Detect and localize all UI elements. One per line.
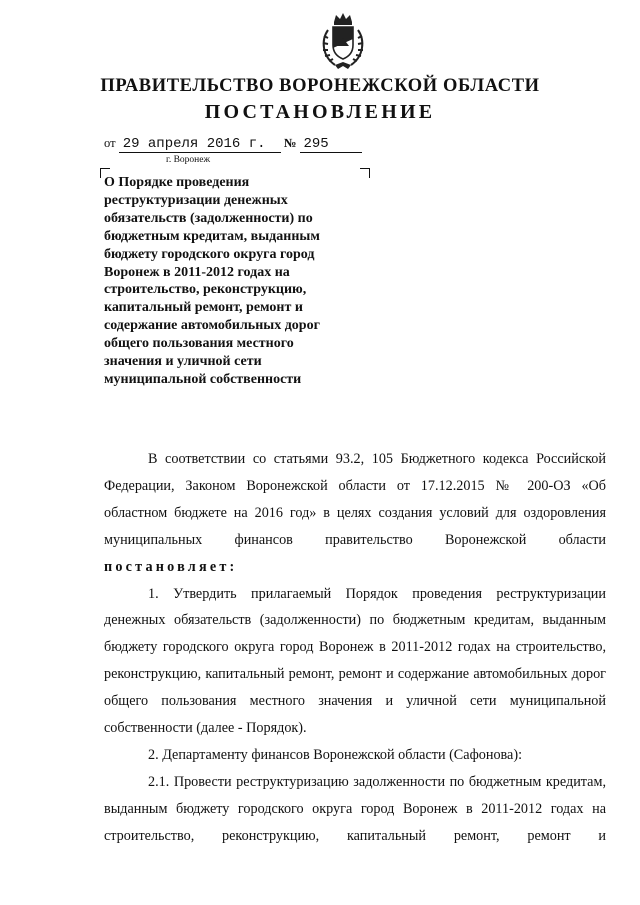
- document-body: [104, 446, 606, 850]
- item-2-1-paragraph: 2.1. Провести реструктуризацию задолженности по бюджетным кредитам, выданным бюджету городского округа город Воронеж в 2011-2012 годах на строительство, реконструкцию, капитальный ремонт, ремонт и: [104, 773, 606, 844]
- city-label: г. Воронеж: [166, 155, 211, 165]
- number-prefix: №: [283, 136, 297, 150]
- coat-of-arms-icon: [318, 12, 368, 70]
- date-prefix: от: [104, 136, 116, 150]
- item-2-paragraph: 2. Департаменту финансов Воронежской области (Сафонова):: [148, 746, 523, 763]
- document-number: 295: [300, 136, 362, 153]
- document-title: О Порядке проведения реструктуризации денежных обязательств (задолженности) по бюджетным кредитам, выданным бюджету городского округа город Воронеж в 2011-2012 годах на строительство, реконструкцию, капитальный ремонт, ремонт и содержание автомобильных дорог общего пользования местного значения и уличной сети муниципальной собственности: [104, 175, 320, 387]
- item-1-paragraph: 1. Утвердить прилагаемый Порядок проведения реструктуризации денежных обязательств (задолженности) по бюджетным кредитам, выданным бюджету городского округа город Воронеж в 2011-2012 годах на строительство, реконструкцию, капитальный ремонт, ремонт и содержание автомобильных дорог общего пользования местного значения и уличной сети муниципальной собственности (далее - Порядок).: [104, 585, 606, 737]
- date-number-line: [104, 136, 362, 153]
- preamble-paragraph: В соответствии со статьями 93.2, 105 Бюджетного кодекса Российской Федерации, Законом Воронежской области от 17.12.2015 № 200-ОЗ «Об областном бюджете на 2016 год» в целях создания условий для оздоровления муниципальных финансов правительство Воронежской области: [104, 451, 606, 548]
- organization-name: ПРАВИТЕЛЬСТВО ВОРОНЕЖСКОЙ ОБЛАСТИ: [100, 76, 540, 96]
- resolve-word: постановляет:: [104, 558, 238, 575]
- title-bracket-right: [360, 168, 370, 178]
- document-type: ПОСТАНОВЛЕНИЕ: [204, 101, 436, 123]
- document-date: 29 апреля 2016 г.: [119, 136, 281, 153]
